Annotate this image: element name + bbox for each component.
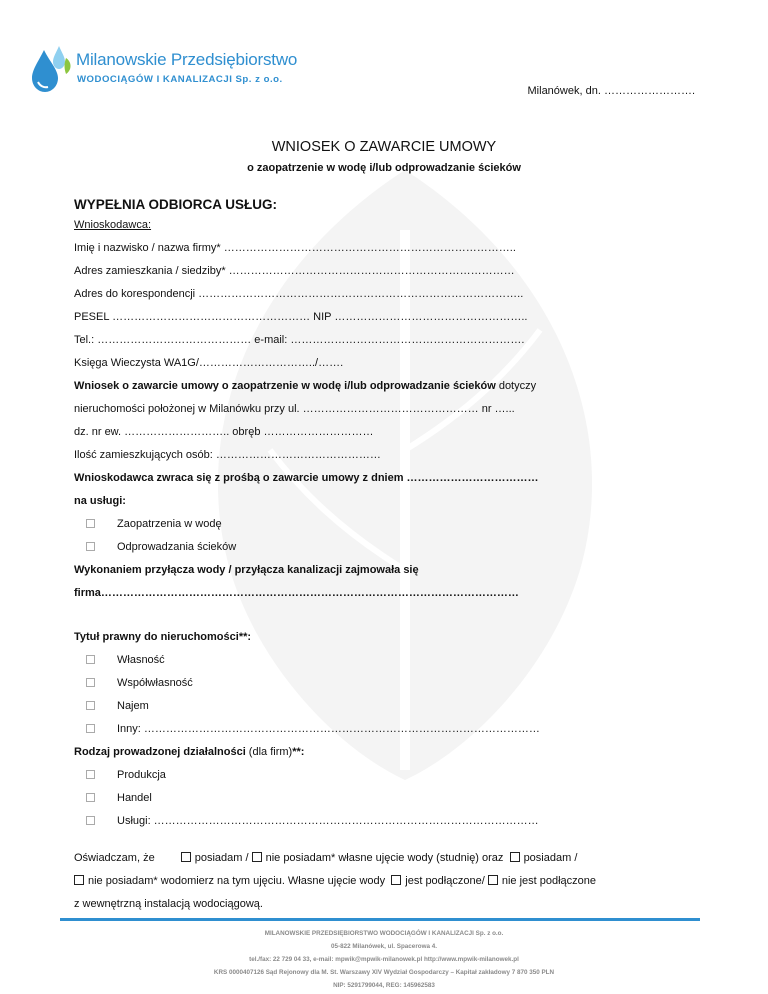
activity-option-services[interactable]: Usługi: …………………………………………………………………………………………… bbox=[86, 815, 539, 827]
right-option-ownership[interactable]: Własność bbox=[86, 654, 165, 666]
document-subtitle: o zaopatrzenie w wodę i/lub odprowadzanie ścieków bbox=[247, 162, 521, 174]
checkbox-no-meter[interactable] bbox=[74, 875, 84, 885]
water-drop-icon bbox=[28, 44, 74, 94]
checkbox-icon[interactable] bbox=[86, 724, 95, 733]
declaration-line-3: z wewnętrzną instalacją wodociągową. bbox=[74, 898, 263, 910]
property-address-field[interactable]: nieruchomości położonej w Milanówku przy ul. ………………………………………… nr …... bbox=[74, 403, 515, 415]
activity-option-production[interactable]: Produkcja bbox=[86, 769, 166, 781]
right-option-lease[interactable]: Najem bbox=[86, 700, 149, 712]
checkbox-no-own-well[interactable] bbox=[252, 852, 262, 862]
contract-request-rest: dotyczy bbox=[495, 380, 537, 392]
contract-request-line bbox=[74, 380, 536, 392]
logo-company-name: Milanowskie Przedsiębiorstwo bbox=[76, 50, 298, 69]
contract-request-bold: Wniosek o zawarcie umowy o zaopatrzenie w wodę i/lub odprowadzanie ścieków bbox=[74, 380, 496, 392]
logo-company-subtitle: WODOCIĄGÓW I KANALIZACJI Sp. z o.o. bbox=[77, 74, 283, 85]
start-date-request[interactable]: Wnioskodawca zwraca się z prośbą o zawarcie umowy z dniem ……………………………… bbox=[74, 472, 539, 484]
name-field[interactable]: Imię i nazwisko / nazwa firmy* …………………………………………………………………….. bbox=[74, 242, 516, 254]
footer-contact: tel./fax: 22 729 04 33, e-mail: mpwik@mpwik-milanowek.pl http://www.mpwik-milanowek.pl bbox=[249, 956, 519, 963]
checkbox-icon[interactable] bbox=[86, 655, 95, 664]
checkbox-icon[interactable] bbox=[86, 519, 95, 528]
correspondence-field[interactable]: Adres do korespondencji …………………………………………………………………………….. bbox=[74, 288, 524, 300]
activity-type-label: Rodzaj prowadzonej działalności (dla firm)**: bbox=[74, 746, 305, 758]
company-logo bbox=[28, 44, 298, 94]
service-option-sewage[interactable]: Odprowadzania ścieków bbox=[86, 541, 236, 553]
land-register-field[interactable]: Księga Wieczysta WA1G/…………………………../……. bbox=[74, 357, 344, 369]
date-line: Milanówek, dn. ……………………. bbox=[527, 85, 695, 97]
section-heading: WYPEŁNIA ODBIORCA USŁUG: bbox=[74, 197, 277, 212]
footer-address: 05-822 Milanówek, ul. Spacerowa 4. bbox=[330, 943, 438, 950]
activity-option-trade[interactable]: Handel bbox=[86, 792, 152, 804]
pesel-nip-field[interactable]: PESEL ……………………………………………… NIP …………………………………………….. bbox=[74, 311, 528, 323]
connection-label: Wykonaniem przyłącza wody / przyłącza kanalizacji zajmowała się bbox=[74, 564, 419, 576]
legal-title-label: Tytuł prawny do nieruchomości**: bbox=[74, 631, 252, 643]
document-title: WNIOSEK O ZAWARCIE UMOWY bbox=[271, 139, 497, 155]
services-label: na usługi: bbox=[74, 495, 126, 507]
footer-company: MILANOWSKIE PRZEDSIĘBIORSTWO WODOCIĄGÓW I KANALIZACJI Sp. z o.o. bbox=[264, 930, 504, 937]
residents-field[interactable]: Ilość zamieszkujących osób: ……………………………………… bbox=[74, 449, 381, 461]
checkbox-icon[interactable] bbox=[86, 793, 95, 802]
tel-email-field[interactable]: Tel.: …………………………………… e-mail: ………………………………………………………. bbox=[74, 334, 525, 346]
checkbox-own-well[interactable] bbox=[181, 852, 191, 862]
checkbox-icon[interactable] bbox=[86, 701, 95, 710]
checkbox-icon[interactable] bbox=[86, 678, 95, 687]
footer-krs: KRS 0000407126 Sąd Rejonowy dla M. St. Warszawy XIV Wydział Gospodarczy – Kapitał zakładowy 7 870 350 PLN bbox=[213, 969, 555, 976]
checkbox-not-connected[interactable] bbox=[488, 875, 498, 885]
applicant-label: Wnioskodawca: bbox=[74, 219, 152, 231]
address-field[interactable]: Adres zamieszkania / siedziby* …………………………………………………………………… bbox=[74, 265, 515, 277]
checkbox-has-meter[interactable] bbox=[510, 852, 520, 862]
right-option-other[interactable]: Inny: ……………………………………………………………………………………………… bbox=[86, 723, 540, 735]
connection-company-field[interactable]: firma…………………………………………………………………………………………………… bbox=[74, 587, 519, 599]
service-option-water[interactable]: Zaopatrzenia w wodę bbox=[86, 518, 222, 530]
checkbox-connected[interactable] bbox=[391, 875, 401, 885]
checkbox-icon[interactable] bbox=[86, 770, 95, 779]
checkbox-icon[interactable] bbox=[86, 542, 95, 551]
plot-number-field[interactable]: dz. nr ew. ……………………….. obręb ………………………… bbox=[74, 426, 374, 438]
declaration-line-1: Oświadczam, że posiadam / nie posiadam* własne ujęcie wody (studnię) oraz posiadam / bbox=[74, 852, 578, 864]
footer-nip: NIP: 5291799044, REG: 145962583 bbox=[333, 982, 435, 989]
checkbox-icon[interactable] bbox=[86, 816, 95, 825]
declaration-line-2: nie posiadam* wodomierz na tym ujęciu. Własne ujęcie wody jest podłączone/ nie jest podłączone bbox=[74, 875, 596, 887]
right-option-coownership[interactable]: Współwłasność bbox=[86, 677, 193, 689]
footer-divider bbox=[60, 918, 700, 921]
